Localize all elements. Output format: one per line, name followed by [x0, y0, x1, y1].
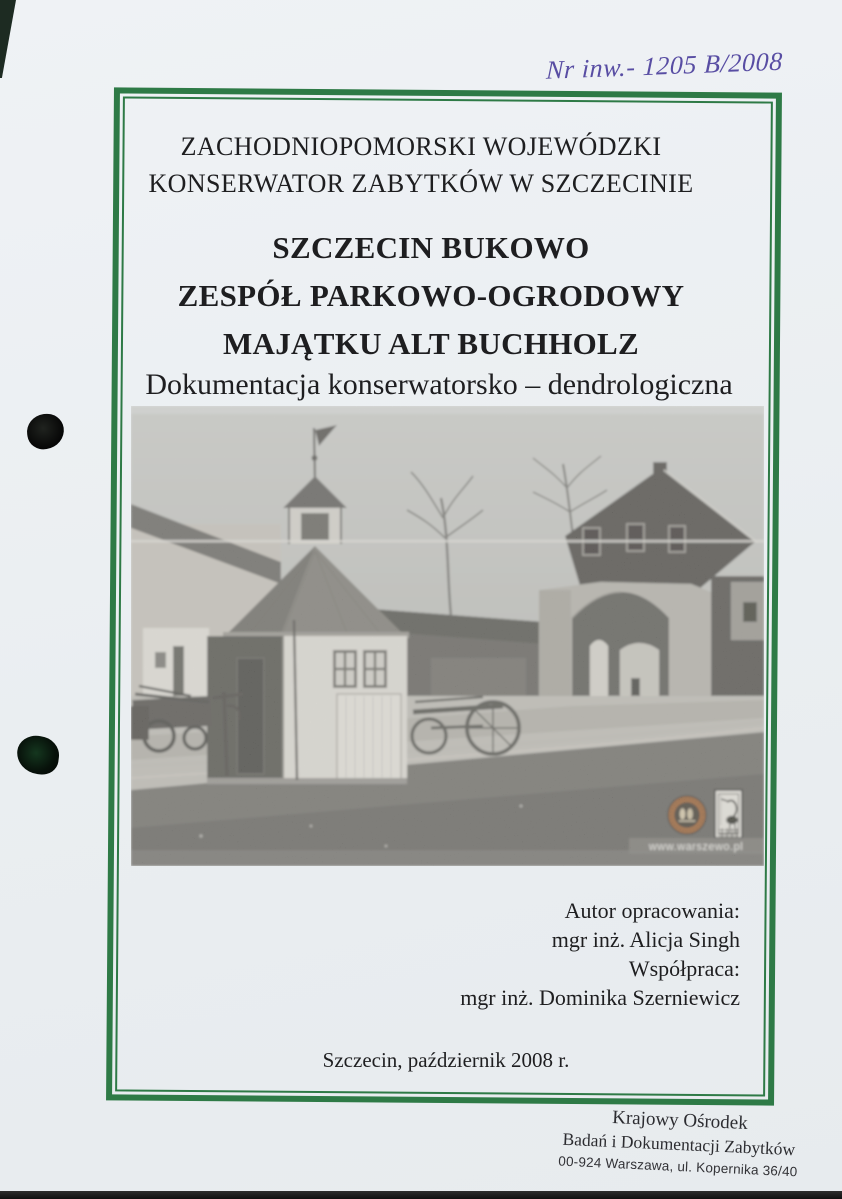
stamp-line-2: Badań i Dokumentacji Zabytków	[562, 1128, 796, 1160]
author-name: mgr inż. Alicja Singh	[551, 927, 740, 952]
document-title	[10, 224, 842, 368]
credits-block	[385, 896, 740, 1012]
stamp-line-1: Krajowy Ośrodek	[611, 1106, 749, 1135]
place-and-date: Szczecin, październik 2008 r.	[322, 1048, 570, 1072]
stamp-line-3: 00-924 Warszawa, ul. Kopernika 36/40	[557, 1153, 798, 1180]
author-label: Autor opracowania:	[564, 898, 740, 923]
hole-punch-top	[25, 412, 67, 452]
document-subtitle: Dokumentacja konserwatorsko – dendrologiczna	[145, 368, 733, 401]
issuer-heading	[0, 128, 842, 202]
hole-punch-bottom	[15, 734, 61, 777]
cover-photo	[131, 406, 764, 866]
institution-stamp	[547, 1104, 812, 1180]
scan-bottom-edge	[0, 1191, 842, 1199]
photo-grain-overlay	[131, 406, 764, 866]
scan-corner-shadow	[0, 0, 16, 78]
collaborator-name: mgr inż. Dominika Szerniewicz	[460, 985, 740, 1010]
watermark-text: www.warszewo.pl	[648, 841, 744, 853]
issuer-line-1: ZACHODNIOPOMORSKI WOJEWÓDZKI	[180, 132, 662, 161]
title-line-2: ZESPÓŁ PARKOWO-OGRODOWY	[177, 278, 685, 313]
issuer-line-2: KONSERWATOR ZABYTKÓW W SZCZECINIE	[148, 169, 694, 198]
inventory-number-handwritten: Nr inw.- 1205 B/2008	[545, 46, 784, 85]
collaboration-label: Współpraca:	[628, 956, 740, 981]
title-line-3: MAJĄTKU ALT BUCHHOLZ	[223, 326, 639, 361]
title-line-1: SZCZECIN BUKOWO	[272, 230, 590, 265]
